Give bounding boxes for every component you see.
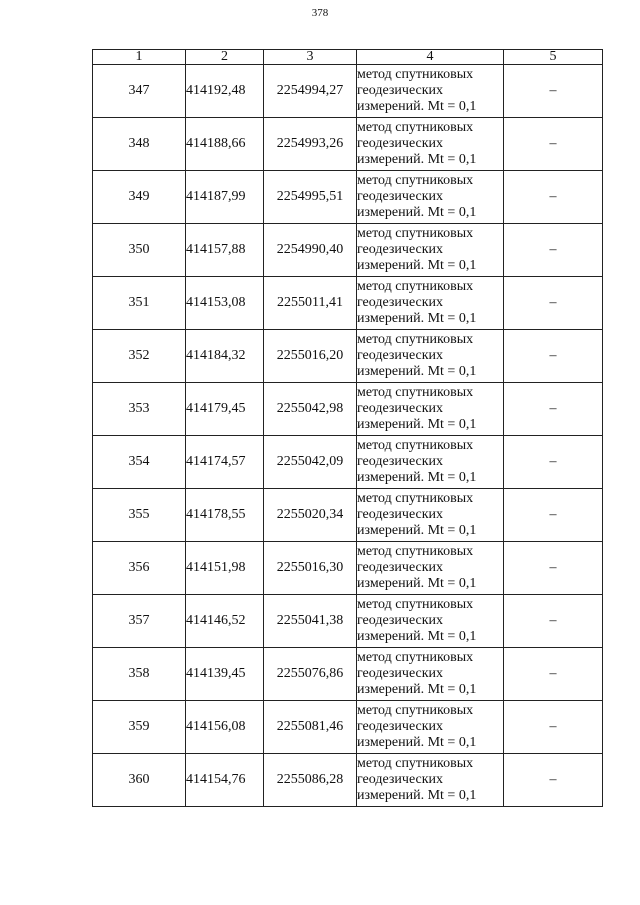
x-coordinate-cell: 414157,88	[186, 224, 264, 277]
table-row	[93, 542, 603, 595]
method-cell	[357, 330, 504, 383]
method-line: измерений. Mt = 0,1	[357, 682, 477, 698]
method-line: геодезических	[357, 453, 444, 469]
note-cell: –	[504, 648, 603, 701]
x-coordinate-cell: 414188,66	[186, 118, 264, 171]
page-number: 378	[311, 7, 329, 19]
method-line: измерений. Mt = 0,1	[357, 788, 477, 804]
method-cell	[357, 489, 504, 542]
method-line: измерений. Mt = 0,1	[357, 470, 477, 486]
method-cell	[357, 65, 504, 118]
method-line: измерений. Mt = 0,1	[357, 523, 477, 539]
x-coordinate-cell: 414139,45	[186, 648, 264, 701]
method-line: геодезических	[357, 294, 444, 310]
method-line: метод спутниковых	[357, 755, 474, 771]
table-row	[93, 277, 603, 330]
point-number-cell: 354	[93, 436, 186, 489]
y-coordinate-cell: 2254990,40	[264, 224, 357, 277]
note-cell: –	[504, 489, 603, 542]
y-coordinate-cell: 2254995,51	[264, 171, 357, 224]
method-cell	[357, 754, 504, 807]
table-body	[93, 65, 603, 807]
point-number-cell: 356	[93, 542, 186, 595]
y-coordinate-cell: 2255011,41	[264, 277, 357, 330]
point-number-cell: 359	[93, 701, 186, 754]
table-header-row	[93, 50, 603, 65]
point-number-cell: 352	[93, 330, 186, 383]
table-row	[93, 595, 603, 648]
x-coordinate-cell: 414187,99	[186, 171, 264, 224]
method-line: измерений. Mt = 0,1	[357, 735, 477, 751]
x-coordinate-cell: 414154,76	[186, 754, 264, 807]
table-row	[93, 754, 603, 807]
method-cell	[357, 436, 504, 489]
note-cell: –	[504, 542, 603, 595]
point-number-cell: 353	[93, 383, 186, 436]
method-line: измерений. Mt = 0,1	[357, 417, 477, 433]
x-coordinate-cell: 414178,55	[186, 489, 264, 542]
y-coordinate-cell: 2254994,27	[264, 65, 357, 118]
y-coordinate-cell: 2255016,30	[264, 542, 357, 595]
point-number-cell: 350	[93, 224, 186, 277]
y-coordinate-cell: 2255020,34	[264, 489, 357, 542]
method-cell	[357, 648, 504, 701]
method-line: геодезических	[357, 188, 444, 204]
note-cell: –	[504, 65, 603, 118]
method-line: метод спутниковых	[357, 331, 474, 347]
note-cell: –	[504, 118, 603, 171]
method-line: метод спутниковых	[357, 278, 474, 294]
method-line: метод спутниковых	[357, 66, 474, 82]
note-cell: –	[504, 754, 603, 807]
note-cell: –	[504, 171, 603, 224]
method-line: метод спутниковых	[357, 437, 474, 453]
table-row	[93, 436, 603, 489]
point-number-cell: 355	[93, 489, 186, 542]
method-line: геодезических	[357, 241, 444, 257]
table-row	[93, 383, 603, 436]
x-coordinate-cell: 414151,98	[186, 542, 264, 595]
method-line: геодезических	[357, 612, 444, 628]
x-coordinate-cell: 414179,45	[186, 383, 264, 436]
method-line: измерений. Mt = 0,1	[357, 205, 477, 221]
method-line: измерений. Mt = 0,1	[357, 364, 477, 380]
y-coordinate-cell: 2255081,46	[264, 701, 357, 754]
method-cell	[357, 383, 504, 436]
table-row	[93, 330, 603, 383]
note-cell: –	[504, 277, 603, 330]
y-coordinate-cell: 2254993,26	[264, 118, 357, 171]
method-cell	[357, 701, 504, 754]
y-coordinate-cell: 2255042,98	[264, 383, 357, 436]
method-line: геодезических	[357, 718, 444, 734]
x-coordinate-cell: 414153,08	[186, 277, 264, 330]
y-coordinate-cell: 2255086,28	[264, 754, 357, 807]
y-coordinate-cell: 2255016,20	[264, 330, 357, 383]
note-cell: –	[504, 436, 603, 489]
method-cell	[357, 171, 504, 224]
method-line: измерений. Mt = 0,1	[357, 99, 477, 115]
y-coordinate-cell: 2255041,38	[264, 595, 357, 648]
table-row	[93, 489, 603, 542]
column-header-1: 1	[93, 50, 186, 65]
table-row	[93, 171, 603, 224]
method-line: геодезических	[357, 559, 444, 575]
method-cell	[357, 118, 504, 171]
column-header-3: 3	[264, 50, 357, 65]
table-row	[93, 65, 603, 118]
note-cell: –	[504, 701, 603, 754]
method-line: метод спутниковых	[357, 543, 474, 559]
column-header-5: 5	[504, 50, 603, 65]
method-line: метод спутниковых	[357, 225, 474, 241]
x-coordinate-cell: 414184,32	[186, 330, 264, 383]
method-line: геодезических	[357, 506, 444, 522]
x-coordinate-cell: 414156,08	[186, 701, 264, 754]
coordinates-table	[92, 49, 603, 807]
method-line: метод спутниковых	[357, 596, 474, 612]
method-line: геодезических	[357, 665, 444, 681]
column-header-2: 2	[186, 50, 264, 65]
method-line: измерений. Mt = 0,1	[357, 311, 477, 327]
point-number-cell: 348	[93, 118, 186, 171]
point-number-cell: 347	[93, 65, 186, 118]
y-coordinate-cell: 2255042,09	[264, 436, 357, 489]
method-line: геодезических	[357, 400, 444, 416]
table-row	[93, 701, 603, 754]
x-coordinate-cell: 414174,57	[186, 436, 264, 489]
method-cell	[357, 595, 504, 648]
point-number-cell: 351	[93, 277, 186, 330]
method-line: метод спутниковых	[357, 490, 474, 506]
method-line: геодезических	[357, 135, 444, 151]
method-line: измерений. Mt = 0,1	[357, 258, 477, 274]
note-cell: –	[504, 383, 603, 436]
note-cell: –	[504, 224, 603, 277]
method-cell	[357, 224, 504, 277]
table-row	[93, 118, 603, 171]
column-header-4: 4	[357, 50, 504, 65]
method-line: геодезических	[357, 82, 444, 98]
note-cell: –	[504, 595, 603, 648]
method-line: метод спутниковых	[357, 172, 474, 188]
method-line: измерений. Mt = 0,1	[357, 629, 477, 645]
x-coordinate-cell: 414192,48	[186, 65, 264, 118]
method-line: метод спутниковых	[357, 702, 474, 718]
point-number-cell: 358	[93, 648, 186, 701]
note-cell: –	[504, 330, 603, 383]
point-number-cell: 360	[93, 754, 186, 807]
x-coordinate-cell: 414146,52	[186, 595, 264, 648]
method-line: метод спутниковых	[357, 119, 474, 135]
method-line: геодезических	[357, 771, 444, 787]
method-line: метод спутниковых	[357, 649, 474, 665]
method-cell	[357, 277, 504, 330]
y-coordinate-cell: 2255076,86	[264, 648, 357, 701]
point-number-cell: 357	[93, 595, 186, 648]
table-row	[93, 648, 603, 701]
method-line: геодезических	[357, 347, 444, 363]
table-row	[93, 224, 603, 277]
method-line: измерений. Mt = 0,1	[357, 152, 477, 168]
method-line: метод спутниковых	[357, 384, 474, 400]
method-cell	[357, 542, 504, 595]
method-line: измерений. Mt = 0,1	[357, 576, 477, 592]
point-number-cell: 349	[93, 171, 186, 224]
